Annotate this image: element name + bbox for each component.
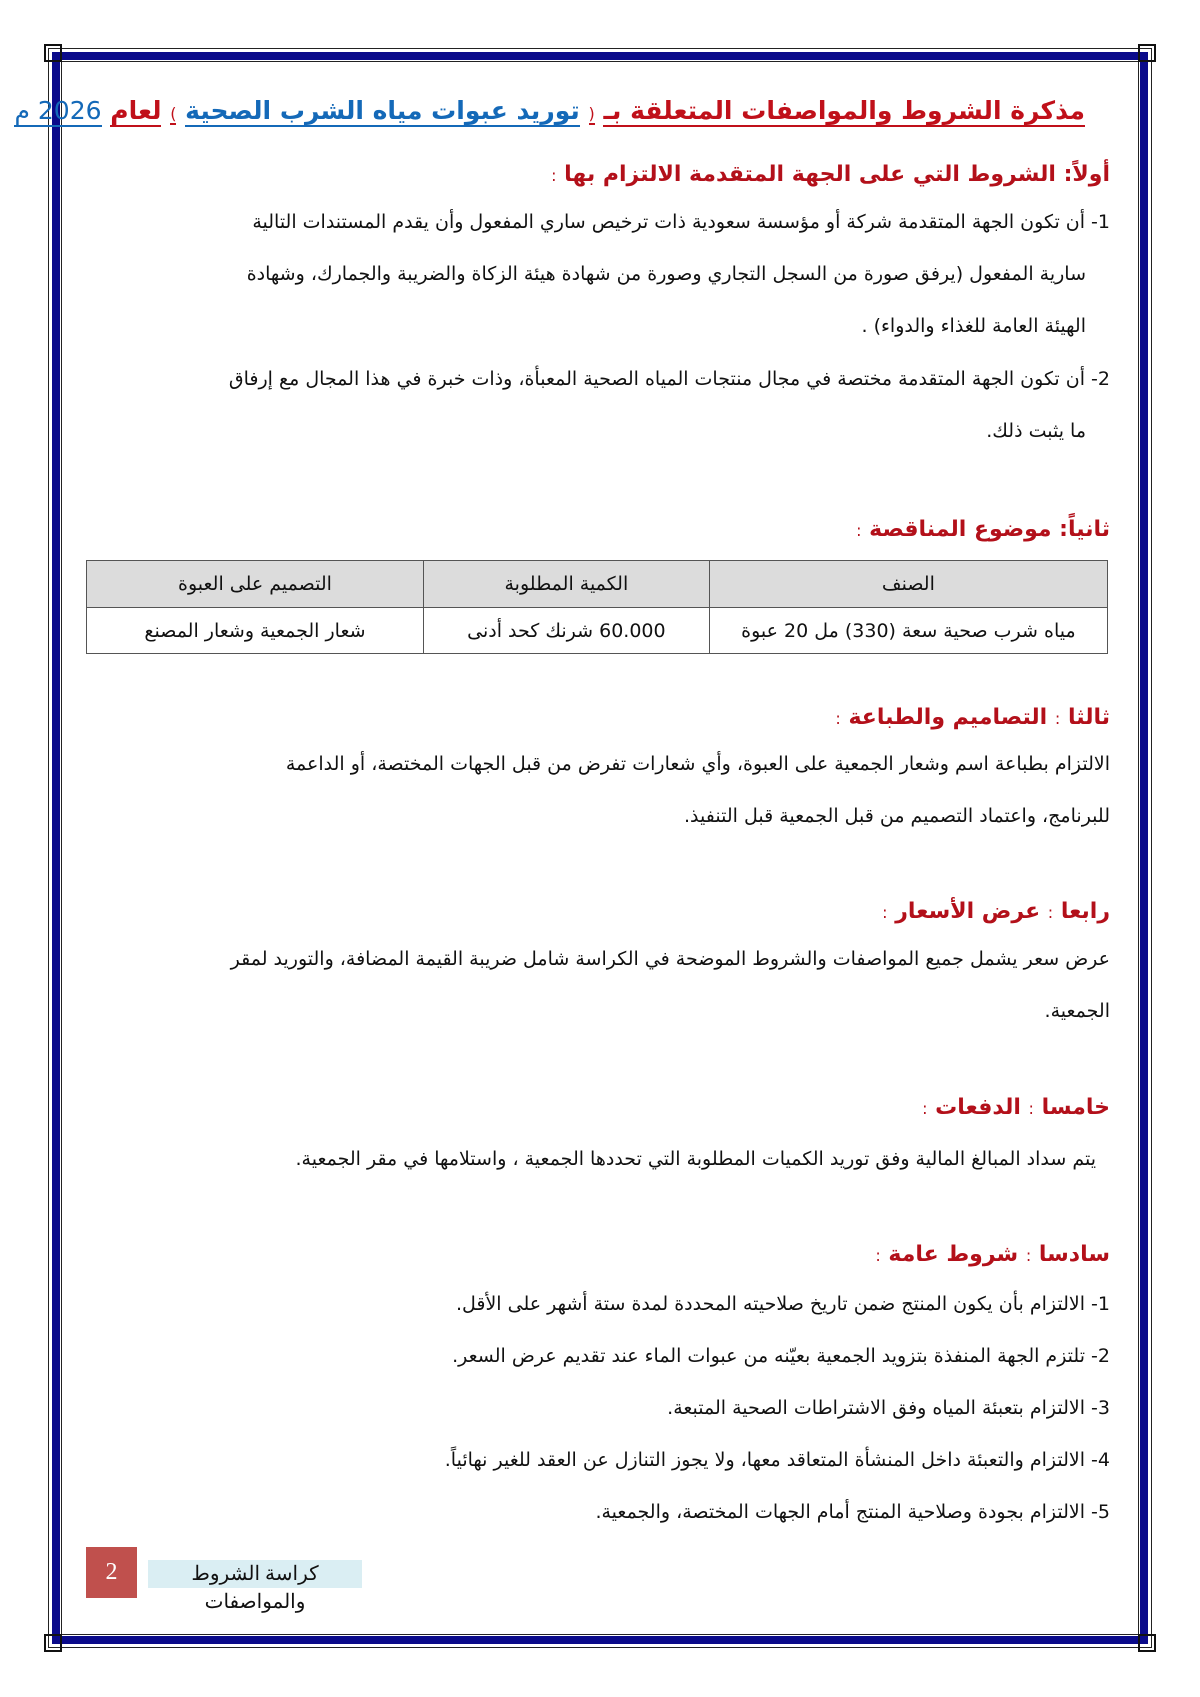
frame-corner-ornament	[1138, 1634, 1156, 1652]
section5-paragraph	[88, 1133, 1110, 1185]
title-close-paren: )	[170, 104, 177, 123]
document-title	[14, 94, 1085, 131]
section4-heading-text: عرض الأسعار	[895, 899, 1041, 924]
item-number: 2-	[1091, 368, 1110, 390]
section6-heading-prefix: سادسا	[1038, 1242, 1110, 1267]
section6-list	[88, 1278, 1110, 1538]
section3-paragraph	[88, 738, 1110, 842]
section4-paragraph	[88, 933, 1110, 1037]
table-cell: 60.000 شرنك كحد أدنى	[423, 608, 709, 654]
section4-heading	[88, 897, 1110, 928]
item-number: 5-	[1091, 1501, 1110, 1523]
item-text: تلتزم الجهة المنفذة بتزويد الجمعية بعيّنه من عبوات الماء عند تقديم عرض السعر.	[452, 1345, 1085, 1367]
section5-heading-sep: :	[1028, 1099, 1034, 1118]
item-number: 1-	[1091, 211, 1110, 233]
title-part1: مذكرة الشروط والمواصفات المتعلقة بـ	[603, 96, 1085, 125]
item-number: 4-	[1091, 1449, 1110, 1471]
item-text: الالتزام والتعبئة داخل المنشأة المتعاقد معها، ولا يجوز التنازل عن العقد للغير نهائياً.	[444, 1449, 1085, 1471]
section2-heading-prefix: ثانياً:	[1059, 517, 1110, 542]
table-header-row	[87, 561, 1108, 608]
list-item	[88, 1330, 1110, 1382]
title-part2: لعام	[110, 96, 162, 125]
table-cell: شعار الجمعية وشعار المصنع	[87, 608, 424, 654]
section6-heading-colon: :	[875, 1246, 881, 1265]
section4-heading-colon: :	[882, 903, 888, 922]
item-line: أن تكون الجهة المتقدمة مختصة في مجال منتجات المياه الصحية المعبأة، وذات خبرة في هذا المجال مع إرفاق	[228, 368, 1085, 390]
section3-heading	[88, 703, 1110, 734]
tender-items-table	[86, 560, 1108, 654]
section3-heading-text: التصاميم والطباعة	[848, 705, 1048, 730]
list-item	[88, 1278, 1110, 1330]
section2-heading-colon: :	[856, 521, 862, 540]
page-number: 2	[86, 1547, 137, 1598]
item-line: الهيئة العامة للغذاء والدواء) .	[861, 315, 1086, 337]
frame-corner-ornament	[44, 44, 62, 62]
section2-heading-text: موضوع المناقصة	[869, 517, 1052, 542]
item-number: 1-	[1091, 1293, 1110, 1315]
section1-heading-colon: :	[551, 166, 557, 185]
frame-corner-ornament	[44, 1634, 62, 1652]
section4-heading-sep: :	[1047, 903, 1054, 922]
section1-heading-text: أولاً: الشروط التي على الجهة المتقدمة الالتزام بها	[564, 162, 1110, 187]
item-text: الالتزام بتعبئة المياه وفق الاشتراطات الصحية المتبعة.	[667, 1397, 1085, 1419]
section5-heading-text: الدفعات	[935, 1095, 1021, 1120]
item-text: الالتزام بجودة وصلاحية المنتج أمام الجهات المختصة، والجمعية.	[595, 1501, 1085, 1523]
table-header-cell: التصميم على العبوة	[87, 561, 424, 608]
para-line: الالتزام بطباعة اسم وشعار الجمعية على العبوة، وأي شعارات تفرض من قبل الجهات المختصة، أو الداعمة	[285, 753, 1110, 775]
section3-heading-prefix: ثالثا	[1067, 705, 1110, 730]
section5-heading-prefix: خامسا	[1041, 1095, 1110, 1120]
section5-heading-colon: :	[922, 1099, 928, 1118]
item-line: أن تكون الجهة المتقدمة شركة أو مؤسسة سعودية ذات ترخيص ساري المفعول وأن يقدم المستندات التالية	[252, 211, 1085, 233]
item-number: 3-	[1091, 1397, 1110, 1419]
table-header-cell: الكمية المطلوبة	[423, 561, 709, 608]
title-year: 2026 م	[14, 96, 102, 125]
table-cell: مياه شرب صحية سعة (330) مل 20 عبوة	[709, 608, 1107, 654]
item-number: 2-	[1091, 1345, 1110, 1367]
section1-item-1	[88, 196, 1110, 352]
para-line: عرض سعر يشمل جميع المواصفات والشروط الموضحة في الكراسة شامل ضريبة القيمة المضافة، والتوريد لمقر	[230, 948, 1110, 970]
section3-heading-sep: :	[1054, 709, 1061, 728]
item-line: ما يثبت ذلك.	[986, 420, 1086, 442]
table-row	[87, 608, 1108, 654]
section6-heading-text: شروط عامة	[888, 1242, 1019, 1267]
para-line: يتم سداد المبالغ المالية وفق توريد الكميات المطلوبة التي تحددها الجمعية ، واستلامها في مقر الجمعية.	[295, 1148, 1096, 1170]
section6-heading-sep: :	[1025, 1246, 1032, 1265]
section1-heading	[88, 160, 1110, 191]
section5-heading	[88, 1093, 1110, 1124]
list-item	[88, 1382, 1110, 1434]
section3-heading-colon: :	[835, 709, 841, 728]
section2-heading	[88, 515, 1110, 546]
title-subject: توريد عبوات مياه الشرب الصحية	[185, 96, 580, 125]
section4-heading-prefix: رابعا	[1060, 899, 1110, 924]
footer-label: كراسة الشروط والمواصفات	[148, 1560, 362, 1588]
section1-item-2	[88, 353, 1110, 457]
item-line: سارية المفعول (يرفق صورة من السجل التجاري وصورة من شهادة هيئة الزكاة والضريبة والجمارك، وشهادة	[246, 263, 1086, 285]
section6-heading	[88, 1240, 1110, 1271]
list-item	[88, 1434, 1110, 1486]
table-header-cell: الصنف	[709, 561, 1107, 608]
frame-corner-ornament	[1138, 44, 1156, 62]
title-open-paren: (	[588, 104, 595, 123]
para-line: للبرنامج، واعتماد التصميم من قبل الجمعية قبل التنفيذ.	[684, 805, 1110, 827]
list-item	[88, 1486, 1110, 1538]
para-line: الجمعية.	[1044, 1000, 1110, 1022]
item-text: الالتزام بأن يكون المنتج ضمن تاريخ صلاحيته المحددة لمدة ستة أشهر على الأقل.	[455, 1293, 1085, 1315]
